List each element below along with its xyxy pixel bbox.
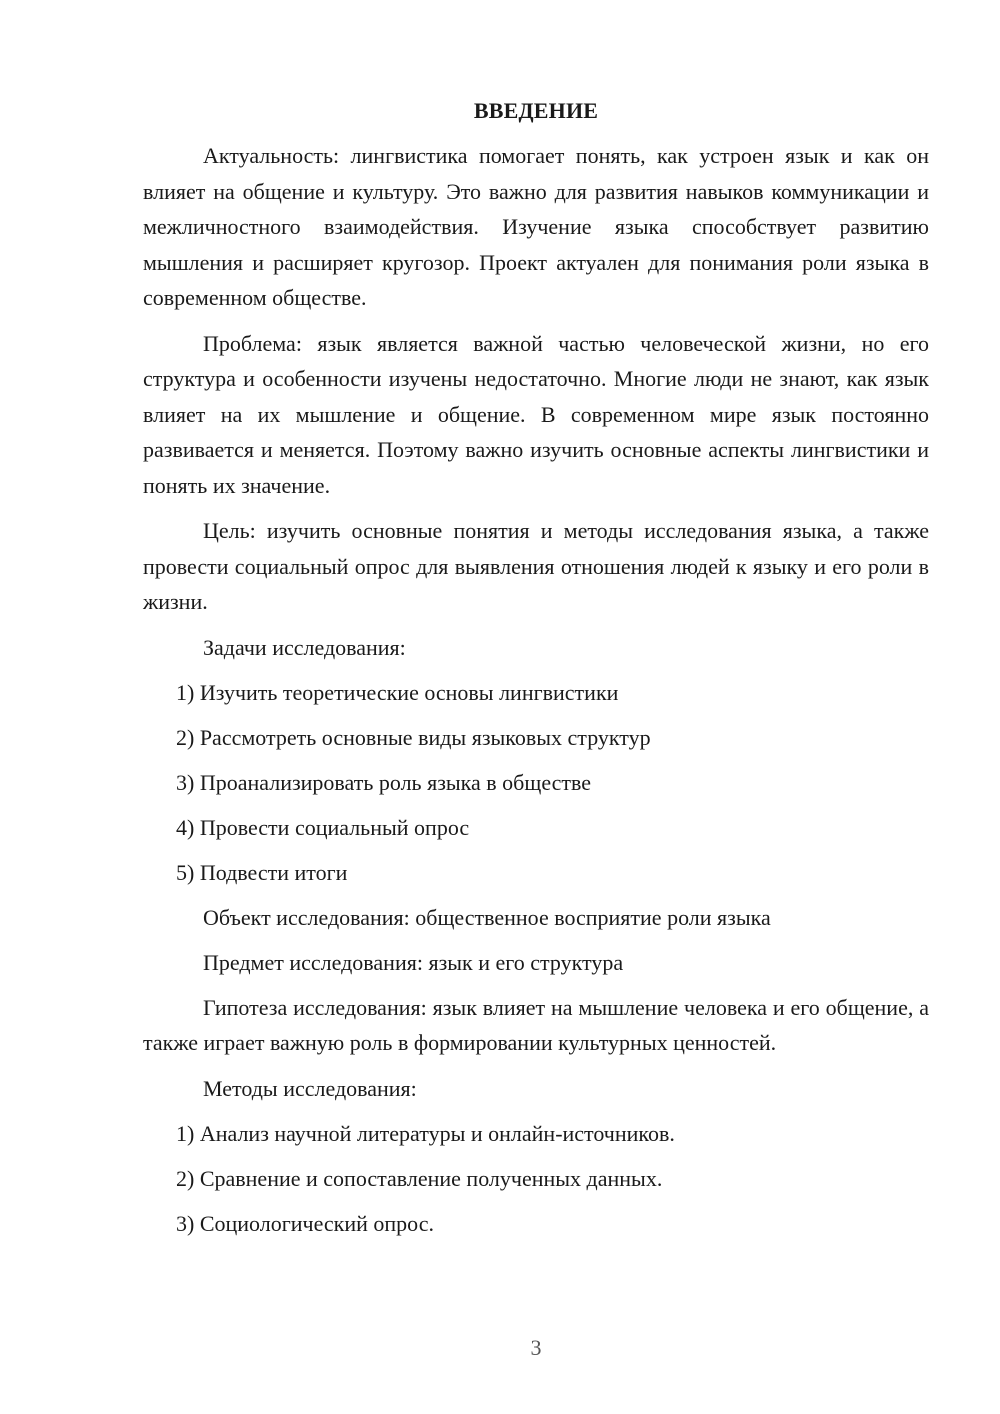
section-title: ВВЕДЕНИЕ: [473, 98, 599, 123]
relevance-paragraph: Актуальность: лингвистика помогает понять, как устроен язык и как он влияет на общение и культуру. Это важно для развития навыков коммуникации и межличностного взаимодействия. Изучение языка способствует развитию мышления и расширяет кругозор. Проект актуален для понимания роли языка в современном обществе.: [143, 143, 929, 310]
goal-paragraph: Цель: изучить основные понятия и методы исследования языка, а также провести социальный опрос для выявления отношения людей к языку и его роли в жизни.: [143, 518, 929, 614]
research-object: Объект исследования: общественное восприятие роли языка: [203, 904, 771, 930]
page-content: [143, 96, 929, 1251]
tasks-heading: Задачи исследования:: [203, 634, 406, 660]
research-subject: Предмет исследования: язык и его структура: [203, 949, 624, 975]
method-item-1: 1) Анализ научной литературы и онлайн-источников.: [176, 1120, 675, 1146]
hypothesis-paragraph: Гипотеза исследования: язык влияет на мышление человека и его общение, а также играет важную роль в формировании культурных ценностей.: [143, 994, 929, 1055]
method-item-2: 2) Сравнение и сопоставление полученных данных.: [176, 1165, 663, 1191]
task-item-2: 2) Рассмотреть основные виды языковых структур: [176, 724, 651, 750]
problem-paragraph: Проблема: язык является важной частью человеческой жизни, но его структура и особенности изучены недостаточно. Многие люди не знают, как язык влияет на их мышление и общение. В современном мире язык постоянно развивается и меняется. Поэтому важно изучить основные аспекты лингвистики и понять их значение.: [143, 330, 929, 498]
task-item-3: 3) Проанализировать роль языка в обществе: [176, 769, 592, 795]
methods-heading: Методы исследования:: [203, 1075, 417, 1101]
task-item-4: 4) Провести социальный опрос: [176, 814, 470, 840]
task-item-1: 1) Изучить теоретические основы лингвистики: [176, 679, 619, 705]
page-number: 3: [530, 1335, 542, 1360]
method-item-3: 3) Социологический опрос.: [176, 1210, 434, 1236]
task-item-5: 5) Подвести итоги: [176, 859, 348, 885]
